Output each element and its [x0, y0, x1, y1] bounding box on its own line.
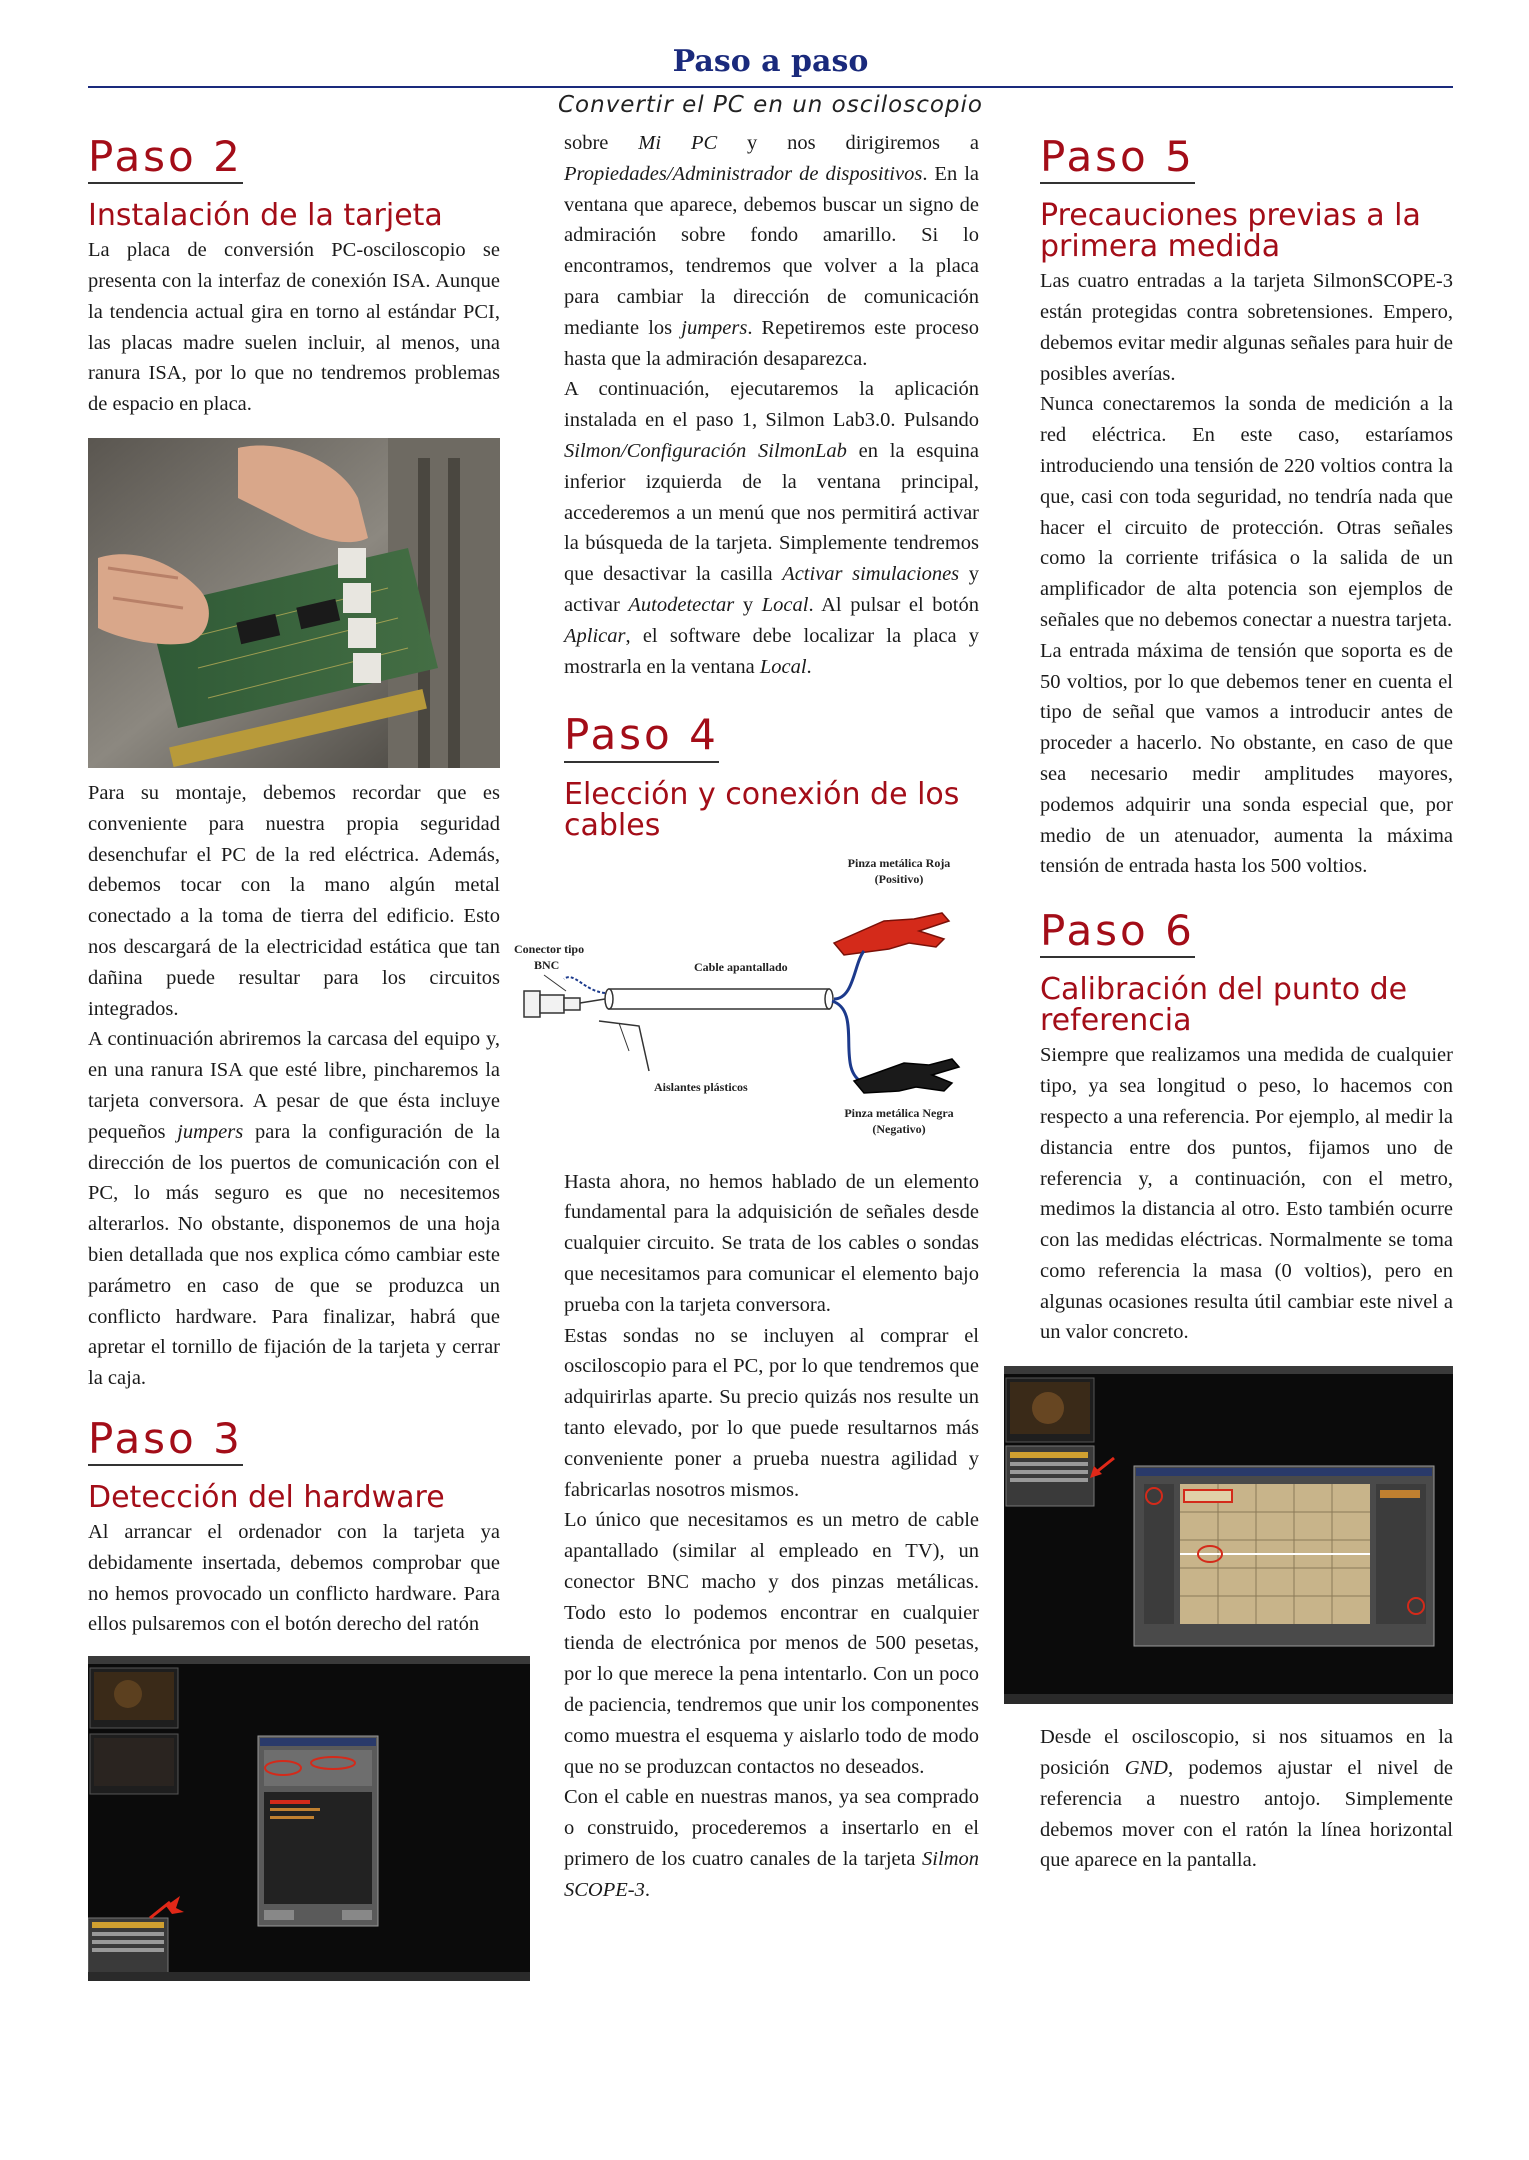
step-2-paragraph-2: Para su montaje, debemos recordar que es conveniente para nuestra propia seguridad desenchufar el PC de la red eléctrica. Además, debemos tocar con la mano algún metal conectado a la toma de tierra del edificio. Esto nos descargará de la electricidad estática que tan dañina puede resultar para los circuitos integrados.	[88, 781, 500, 1020]
step-6-title: Calibración del punto de referencia	[1040, 972, 1408, 1039]
step-5-paragraph-1: Las cuatro entradas a la tarjeta SilmonSCOPE-3 están protegidas contra sobretensiones. Empero, debemos evitar medir algunas señales para huir de posibles averías.	[1040, 270, 1453, 385]
column-2-paragraph-1: sobre Mi PC y nos dirigiremos a Propiedades/Administrador de dispositivos. En la ventana que aparece, debemos buscar un signo de admiración sobre fondo amarillo. Si lo encontramos, tendremos que volver a la placa para cambiar la dirección de comunicación mediante los jumpers. Repetiremos este proceso hasta que la admiración desaparezca.	[564, 132, 980, 370]
black-clip	[854, 1059, 959, 1093]
step-4-paragraph-2: Estas sondas no se incluyen al comprar el osciloscopio para el PC, por lo que tendremos que adquirirlas aparte. Su precio quizás nos resulte un tanto elevado, por lo que puede resultarnos más conveniente poner a prueba nuestra agilidad y fabricarlas nosotros mismos.	[564, 1324, 979, 1501]
page-header-title: Paso a paso	[672, 44, 869, 79]
header-rule	[88, 86, 1453, 88]
step-4-title: Elección y conexión de los cables	[564, 776, 960, 843]
step-3-paragraph-1: Al arrancar el ordenador con la tarjeta ya debidamente insertada, debemos comprobar que no hemos provocado un conflicto hardware. Para ellos pulsaremos con el botón derecho del ratón	[88, 1521, 500, 1636]
hardware-detection-screenshot	[88, 1656, 500, 1981]
step-5-title: Precauciones previas a la primera medida	[1040, 198, 1421, 265]
step-4-heading: Paso 4	[564, 712, 719, 762]
step-6-paragraph-1: Siempre que realizamos una medida de cualquier tipo, ya sea longitud o peso, lo hacemos con respecto a una referencia. Por ejemplo, al medir la distancia entre dos puntos, fijamos uno de referencia y, a continuación, con el metro, medimos la distancia al otro. Esto también ocurre con las medidas eléctricas. Normalmente se toma como referencia la masa (0 voltios), pero en algunas ocasiones resulta útil cambiar este nivel a un valor concreto.	[1040, 1044, 1453, 1344]
page-header-subtitle: Convertir el PC en un osciloscopio	[557, 92, 983, 118]
column-3	[1040, 128, 1453, 1876]
step-3-heading: Paso 3	[88, 1416, 243, 1466]
column-2-paragraph-2: A continuación, ejecutaremos la aplicación instalada en el paso 1, Silmon Lab3.0. Pulsando Silmon/Configuración SilmonLab en la esquina inferior izquierda de la ventana principal, accederemos a un menú que nos permitirá activar la búsqueda de la tarjeta. Simplemente tendremos que desactivar la casilla Activar simulaciones y activar Autodetectar y Local. Al pulsar el botón Aplicar, el software debe localizar la placa y mostrarla en la ventana Local.	[564, 378, 980, 678]
oscilloscope-screenshot	[1004, 1366, 1453, 1704]
step-6-heading: Paso 6	[1040, 908, 1195, 958]
step-2-paragraph-3: A continuación abriremos la carcasa del equipo y, en una ranura ISA que esté libre, pincharemos la tarjeta conversora. A pesar de que ésta incluye pequeños jumpers para la configuración de la dirección de los puertos de comunicación con el PC, lo más seguro es que no necesitemos alterarlos. No obstante, disponemos de una hoja bien detallada que nos explica cómo cambiar este parámetro en caso de que se produzca un conflicto hardware. Para finalizar, habrá que apretar el tornillo de fijación de la tarjeta y cerrar la caja.	[88, 1028, 500, 1390]
red-clip-label-line2: (Positivo)	[874, 871, 924, 886]
column-1	[88, 128, 500, 1991]
step-2-title: Instalación de la tarjeta	[88, 198, 443, 234]
card-installation-photo	[88, 438, 500, 768]
column-2	[514, 128, 980, 1906]
step-2-paragraph-1: La placa de conversión PC-osciloscopio se presenta con la interfaz de conexión ISA. Aunque la tendencia actual gira en torno al estándar PCI, las placas madre suelen incluir, al menos, una ranura ISA, por lo que no tendremos problemas de espacio en placa.	[88, 239, 500, 416]
wire-positive	[834, 951, 864, 999]
red-clip	[834, 913, 949, 955]
insulators-label: Aislantes plásticos	[654, 1079, 748, 1094]
step-5-paragraph-2: Nunca conectaremos la sonda de medición a la red eléctrica. En este caso, estaríamos introduciendo una tensión de 220 voltios contra la que, casi con toda seguridad, no tendría nada que hacer el circuito de protección. Otras señales como la corriente trifásica o la salida de un amplificador de alta potencia son ejemplos de señales que no debemos conectar a nuestra tarjeta.	[1040, 393, 1453, 631]
black-clip-label-line1: Pinza metálica Negra	[844, 1105, 954, 1120]
step-5-heading: Paso 5	[1040, 134, 1195, 184]
step-2-heading: Paso 2	[88, 134, 243, 184]
insulators	[599, 1021, 649, 1071]
red-clip-label-line1: Pinza metálica Roja	[847, 855, 951, 870]
cable-label: Cable apantallado	[694, 959, 788, 974]
black-clip-label-line2: (Negativo)	[872, 1121, 926, 1136]
step-5-paragraph-3: La entrada máxima de tensión que soporta es de 50 voltios, por lo que debemos tener en cuenta el tipo de señal que vamos a introducir antes de proceder a hacerlo. No obstante, en caso de que sea necesario medir amplitudes mayores, podemos adquirir una sonda especial que, por medio de un atenuador, aumenta la máxima tensión de entrada hasta los 500 voltios.	[1040, 639, 1453, 878]
cable-diagram	[504, 851, 979, 1151]
bnc-label-line1: Conector tipo	[514, 941, 585, 956]
step-4-paragraph-3: Lo único que necesitamos es un metro de cable apantallado (similar al empleado en TV), un conector BNC macho y dos pinzas metálicas. Todo esto lo podemos encontrar en cualquier tienda de electrónica por menos de 500 pesetas, por lo que merece la pena intentarlo. Con un poco de paciencia, tendremos que unir los componentes como muestra el esquema y aislarlo todo de modo que no se produzcan contactos no deseados.	[564, 1509, 979, 1778]
step-4-paragraph-4: Con el cable en nuestras manos, ya sea comprado o construido, procederemos a insertarlo en el primero de los cuatro canales de la tarjeta Silmon SCOPE-3.	[564, 1786, 979, 1901]
step-3-title: Detección del hardware	[88, 1480, 445, 1516]
shielded-cable	[609, 989, 829, 1009]
wire-negative	[832, 1001, 864, 1083]
step-6-paragraph-2: Desde el osciloscopio, si nos situamos en la posición GND, podemos ajustar el nivel de referencia a nuestro antojo. Simplemente debemos mover con el ratón la línea horizontal que aparece en la pantalla.	[1040, 1726, 1453, 1872]
bnc-connector	[524, 991, 580, 1017]
step-4-paragraph-1: Hasta ahora, no hemos hablado de un elemento fundamental para la adquisición de señales desde cualquier circuito. Se trata de los cables o sondas que necesitamos para comunicar el elemento bajo prueba con la tarjeta conversora.	[564, 1170, 979, 1316]
bnc-label-line2: BNC	[534, 957, 560, 972]
